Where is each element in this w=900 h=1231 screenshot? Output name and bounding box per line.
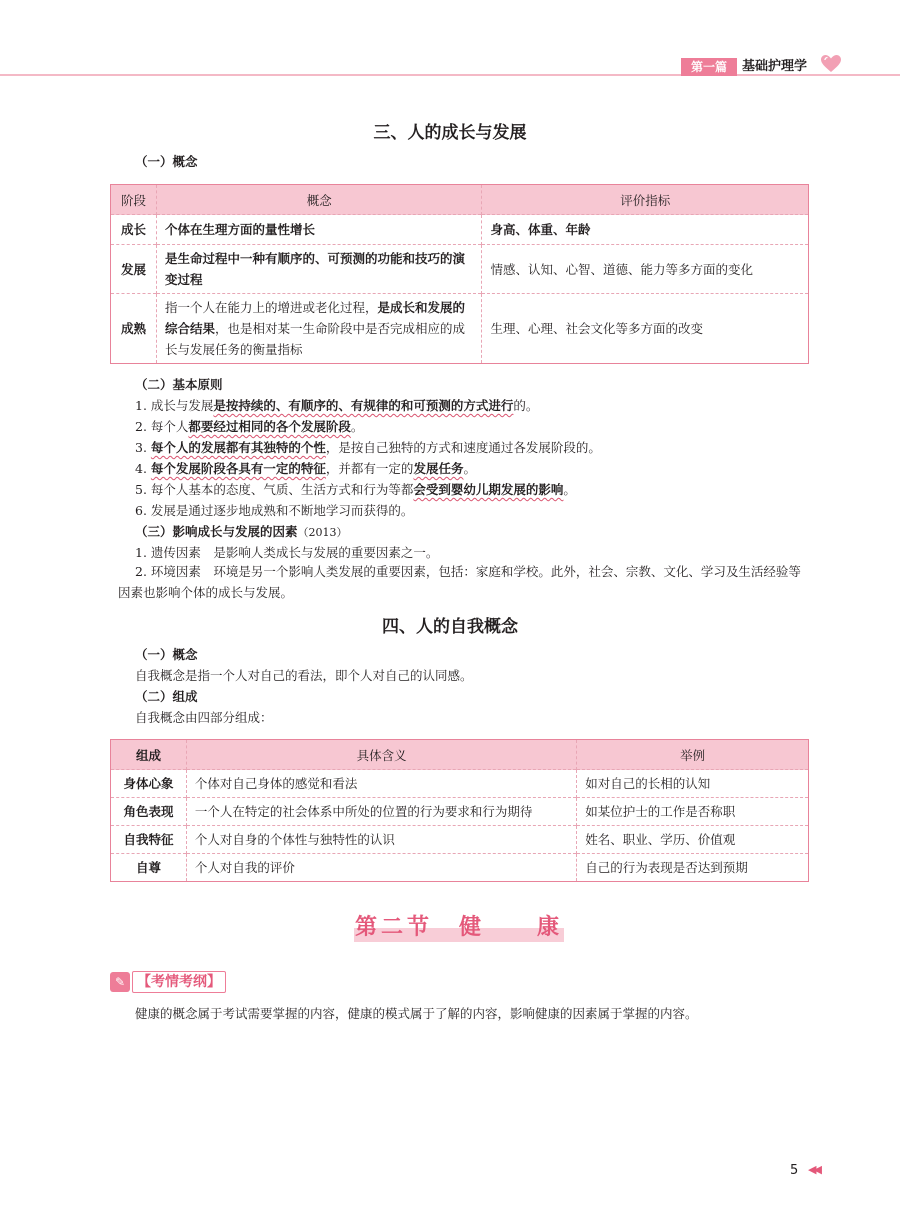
concept-cell: 是生命过程中一种有顺序的、可预测的功能和技巧的演变过程	[156, 245, 482, 294]
concept-cell	[156, 294, 482, 364]
col-header: 具体含义	[186, 740, 576, 770]
part-cell: 角色表现	[111, 798, 187, 826]
table-header-row	[111, 185, 809, 215]
example-cell: 姓名、职业、学历、价值观	[577, 826, 809, 854]
composition-text: 自我概念由四部分组成：	[135, 710, 273, 725]
heart-icon	[820, 54, 842, 74]
exam-outline-text: 健康的概念属于考试需要掌握的内容，健康的模式属于了解的内容，影响健康的因素属于掌握的内容。	[135, 1006, 698, 1021]
factors-heading: （三）影响成长与发展的因素（2013）	[135, 524, 348, 539]
principle-item: 1. 成长与发展是按持续的、有顺序的、有规律的和可预测的方式进行的。	[135, 398, 539, 413]
principle-item: 4. 每个发展阶段各具有一定的特征，并都有一定的发展任务。	[135, 461, 476, 476]
table-row	[111, 215, 809, 245]
col-header: 组成	[111, 740, 187, 770]
concept-part: 指一个人在能力上的增进或老化过程，	[164, 300, 378, 315]
table-row	[111, 770, 809, 798]
table-row	[111, 294, 809, 364]
exam-year: （2013）	[297, 526, 348, 539]
part-tag: 第一篇	[681, 58, 737, 76]
table-row	[111, 798, 809, 826]
factor-2: 2. 环境因素 环境是另一个影响人类发展的重要因素，包括：家庭和学校。此外，社会、宗教、文化、学习及生活经验等因素也影响个体的成长与发展。	[118, 564, 801, 600]
page-number: 5	[790, 1163, 799, 1178]
principle-item: 2. 每个人都要经过相同的各个发展阶段。	[135, 419, 364, 434]
col-header: 阶段	[111, 185, 157, 215]
self-concept-table	[110, 739, 809, 882]
principles-heading: （二）基本原则	[135, 377, 223, 392]
table-row	[111, 854, 809, 882]
meaning-cell: 个人对自我的评价	[186, 854, 576, 882]
pencil-note-icon: ✎	[110, 972, 130, 992]
principle-item: 5. 每个人基本的态度、气质、生活方式和行为等都会受到婴幼儿期发展的影响。	[135, 482, 576, 497]
growth-development-table	[110, 184, 809, 364]
example-cell: 如对自己的长相的认知	[577, 770, 809, 798]
concept-cell: 个体在生理方面的量性增长	[156, 215, 482, 245]
part-title: 基础护理学	[742, 59, 808, 74]
section-2-title: 第二节 健 康	[354, 914, 563, 940]
col-header: 概念	[156, 185, 482, 215]
example-cell: 自己的行为表现是否达到预期	[577, 854, 809, 882]
table-header-row	[111, 740, 809, 770]
col-header: 举例	[577, 740, 809, 770]
concept-emphasis: 是成长和发展的综合结果	[164, 300, 465, 336]
part-cell: 自我特征	[111, 826, 187, 854]
meaning-cell: 一个人在特定的社会体系中所处的位置的行为要求和行为期待	[186, 798, 576, 826]
stage-cell: 成长	[111, 215, 157, 245]
sec4-concept-text: 自我概念是指一个人对自己的看法，即个人对自己的认同感。	[135, 668, 473, 683]
composition-heading: （二）组成	[135, 689, 198, 704]
double-arrow-icon: ◀◀	[808, 1163, 819, 1176]
section-3-title: 三、人的成长与发展	[373, 123, 527, 143]
concept-part: ，也是相对某一生命阶段中是否完成相应的成长与发展任务的衡量指标	[164, 321, 465, 357]
part-cell: 身体心象	[111, 770, 187, 798]
exam-outline-label: 【考情考纲】	[132, 971, 226, 993]
stage-cell: 发展	[111, 245, 157, 294]
table-row	[111, 245, 809, 294]
section-4-title: 四、人的自我概念	[382, 617, 518, 637]
meaning-cell: 个体对自己身体的感觉和看法	[186, 770, 576, 798]
col-header: 评价指标	[482, 185, 809, 215]
indicator-cell: 生理、心理、社会文化等多方面的改变	[482, 294, 809, 364]
principle-item: 3. 每个人的发展都有其独特的个性，是按自己独特的方式和速度通过各发展阶段的。	[135, 440, 601, 455]
factor-1: 1. 遗传因素 是影响人类成长与发展的重要因素之一。	[135, 545, 439, 560]
stage-cell: 成熟	[111, 294, 157, 364]
indicator-cell: 身高、体重、年龄	[482, 215, 809, 245]
example-cell: 如某位护士的工作是否称职	[577, 798, 809, 826]
sec3-concept-heading: （一）概念	[135, 154, 198, 169]
table-row	[111, 826, 809, 854]
indicator-cell: 情感、认知、心智、道德、能力等多方面的变化	[482, 245, 809, 294]
part-cell: 自尊	[111, 854, 187, 882]
meaning-cell: 个人对自身的个体性与独特性的认识	[186, 826, 576, 854]
sec4-concept-heading: （一）概念	[135, 647, 198, 662]
principle-item: 6. 发展是通过逐步地成熟和不断地学习而获得的。	[135, 503, 414, 518]
